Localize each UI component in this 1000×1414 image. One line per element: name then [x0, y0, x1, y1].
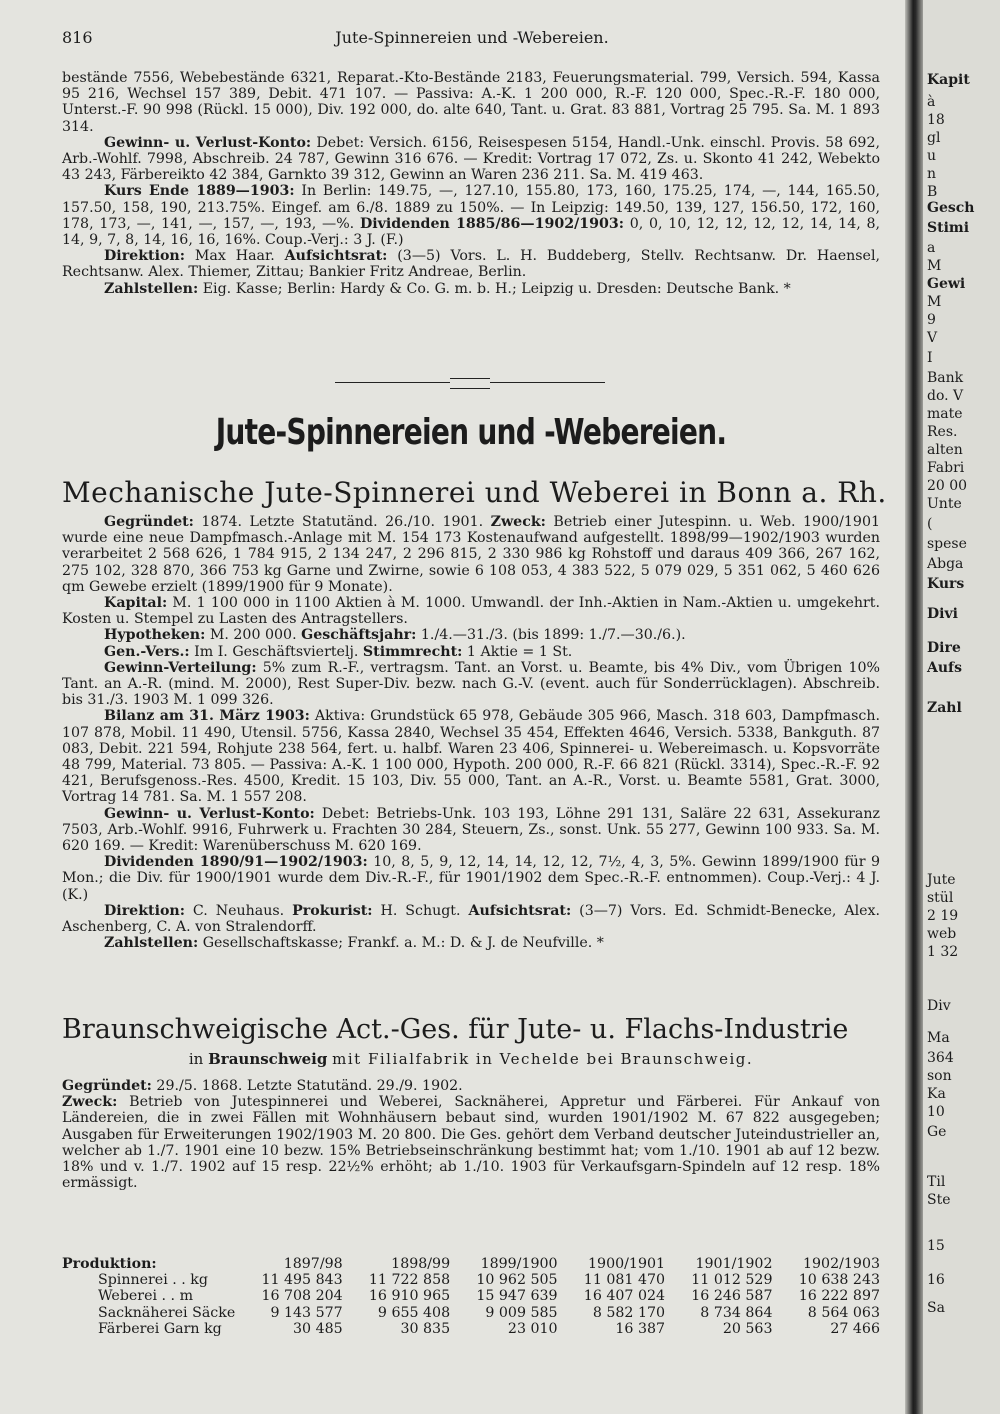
adjacent-page-fragment: Zahl [927, 700, 962, 716]
row-unit: . . kg [172, 1272, 208, 1289]
row-name: Weberei [98, 1288, 158, 1305]
adjacent-page-fragment: Stimi [927, 220, 970, 236]
braunschweig-sub-rest: mit Filialfabrik in Vechelde bei Braunschweig. [332, 1050, 754, 1068]
prev-gv-text: Debet: Versich. 6156, Reisespesen 5154, Handl.-Unk. einschl. Provis. 58 692, Arb.-Wohlf. 7998, Abschreib. 24 787, Gewinn 316 676. — Kredit: Vortrag 17 072, Zs. u. Skonto 41 242, Webekto 43 243, Färbereikto 42 384, Garnkto 39 312, Gewinn an Waren 236 211. Sa. M. 419 463. [62, 134, 880, 184]
adjacent-page-fragment: M [927, 258, 942, 274]
bonn-gj-label: Geschäftsjahr: [301, 627, 417, 644]
row-unit: . . m [161, 1288, 194, 1305]
bonn-direktion-paragraph [62, 903, 880, 935]
production-year: 1900/1901 [588, 1256, 666, 1272]
adjacent-page-fragment: V [927, 330, 938, 346]
adjacent-page-fragment: Aufs [927, 660, 962, 676]
prev-balance-text: bestände 7556, Webebestände 6321, Reparat.-Kto-Bestände 2183, Feuerungsmaterial. 799, Versich. 594, Kassa 95 216, Wechsel 157 389, Debit. 471 107. — Passiva: A.-K. 1 200 000, R.-F. 120 000, Spec.-R.-F. 180 000, Unterst.-F. 90 998 (Rückl. 15 000), Div. 192 000, do. alte 640, Tant. u. Grat. 83 881, Vortrag 25 795. Sa. M. 1 893 314. [62, 70, 880, 135]
prev-kurs-paragraph [62, 183, 880, 248]
adjacent-page-fragment: Ka [927, 1086, 946, 1102]
production-row-name [62, 1288, 235, 1304]
table-cell: 20 563 [722, 1320, 773, 1337]
bonn-bilanz-paragraph [62, 708, 880, 805]
bonn-stimm-text: 1 Aktie = 1 St. [466, 643, 573, 660]
production-year: 1899/1900 [480, 1256, 558, 1272]
row-name: Spinnerei [98, 1272, 168, 1289]
bonn-bilanz-label: Bilanz am 31. März 1903: [104, 708, 310, 725]
adjacent-page-fragment: gl [927, 130, 941, 146]
adjacent-page-fragment: web [927, 926, 957, 942]
braunschweig-subtitle [62, 1050, 880, 1068]
bonn-div-paragraph [62, 854, 880, 903]
production-row-name [62, 1272, 235, 1288]
bonn-prokurist-text: H. Schugt. [380, 902, 461, 919]
table-cell: 11 722 858 [368, 1272, 451, 1289]
divider-ornament [450, 378, 490, 389]
braunschweig-sub-prefix: in [188, 1050, 204, 1068]
table-cell: 27 466 [830, 1320, 880, 1337]
bonn-kapital-paragraph [62, 595, 880, 627]
adjacent-page-fragment: son [927, 1068, 952, 1084]
bonn-gegr-label: Gegründet: [104, 514, 194, 530]
table-cell: 23 010 [507, 1320, 558, 1337]
braunschweig-company-title: Braunschweigische Act.-Ges. für Jute- u. Flachs-Industrie [62, 1014, 849, 1045]
table-cell: 11 081 470 [583, 1272, 666, 1289]
bonn-gewinnv-text: 5% zum R.-F., vertragsm. Tant. an Vorst. u. Beamte, bis 4% Div., vom Übrigen 10% Tant. an A.-R. (mind. M. 2000), Rest Super-Div. bezw. nach G.-V. (event. auch für Sonderrücklagen). Abschreib. bis 31./3. 1903 M. 1 099 326. [62, 659, 880, 709]
prev-aufsicht-label: Aufsichtsrat: [284, 248, 388, 265]
bonn-aufsicht-text: (3—7) Vors. Ed. Schmidt-Benecke, Alex. Aschenberg, C. A. von Stralendorff. [62, 902, 881, 936]
bonn-zahl-label: Zahlstellen: [104, 935, 199, 952]
adjacent-page-fragment: 364 [927, 1050, 954, 1066]
adjacent-page-fragment: à [927, 94, 936, 110]
row-unit: kg [204, 1320, 222, 1337]
bonn-gj-text: 1./4.—31./3. (bis 1899: 1./7.—30./6.). [420, 627, 686, 644]
adjacent-page-fragment: Kapit [927, 72, 970, 88]
braunschweig-sub-city: Braunschweig [208, 1050, 328, 1068]
production-header-row [62, 1256, 880, 1272]
adjacent-page-fragment: 18 [927, 112, 945, 128]
adjacent-page-fragment: Gesch [927, 200, 975, 216]
production-table [62, 1256, 880, 1337]
table-cell: 30 835 [400, 1320, 451, 1337]
adjacent-page-fragment: u [927, 148, 937, 164]
bonn-zweck-label: Zweck: [490, 514, 546, 530]
table-cell: 16 222 897 [798, 1288, 880, 1305]
production-year: 1898/99 [391, 1256, 451, 1272]
section-heading: Jute-Spinnereien und -Webereien. [215, 412, 727, 453]
running-title: Jute-Spinnereien und -Webereien. [335, 28, 609, 47]
production-row [62, 1321, 880, 1337]
adjacent-page-fragment: 15 [927, 1238, 945, 1254]
row-name: Sacknäherei [98, 1304, 188, 1321]
adjacent-page-fragment: 20 00 [927, 478, 968, 494]
prev-kurs-text: In Berlin: 149.75, —, 127.10, 155.80, 173, 160, 175.25, 174, —, 144, 165.50, 157.50, 158, 190, 213.75%. Eingef. am 6./8. 1889 zu 150%. — In Leipzig: 149.50, 139, 127, 156.50, 172, 160, 178, 173, —, 141, —, 157, —, 193, —%. [62, 183, 880, 232]
adjacent-page-fragment: alten [927, 442, 963, 458]
bonn-guv-paragraph [62, 806, 880, 855]
table-cell: 15 947 639 [476, 1288, 558, 1305]
bs-gegr-text: 29./5. 1868. Letzte Statutänd. 29./9. 1902. [156, 1078, 463, 1094]
bonn-prokurist-label: Prokurist: [292, 902, 373, 919]
bs-zweck-label: Zweck: [62, 1094, 118, 1111]
table-cell: 8 582 170 [592, 1304, 666, 1321]
divider-line-right [490, 382, 605, 383]
bonn-guv-text: Debet: Betriebs-Unk. 103 193, Löhne 291 131, Saläre 22 631, Assekuranz 7503, Arb.-Wohlf. 9916, Fuhrwerk u. Frachten 30 284, Steuern, Zs., sonst. Unk. 55 277, Gewinn 100 933. Sa. M. 620 169. — Kredit: Warenüberschuss M. 620 169. [62, 805, 880, 855]
bonn-bilanz-text: Aktiva: Grundstück 65 978, Gebäude 305 966, Masch. 318 603, Dampfmasch. 107 878, Mobil. 11 490, Utensil. 5756, Kassa 2840, Wechsel 35 454, Effekten 4646, Versich. 5338, Bankguth. 87 083, Debit. 221 594, Rohjute 238 564, fert. u. halbf. Waren 23 406, Spinnerei- u. Webereimasch. u. Kopsvorräte 48 799, Material. 73 805. — Passiva: A.-K. 1 100 000, Hypoth. 200 000, R.-F. 66 821 (Rückl. 3314), Spec.-R.-F. 92 421, Berufsgenoss.-Res. 4500, Kredit. 15 103, Div. 55 000, Tant. an A.-R., Vorst. u. Beamte 5581, Grat. 3000, Vortrag 14 781. Sa. M. 1 557 208. [62, 708, 880, 806]
adjacent-page-fragment: Divi [927, 606, 958, 622]
section-divider-ornament [335, 378, 605, 388]
adjacent-page-fragment: Ste [927, 1192, 951, 1208]
bonn-aufsicht-label: Aufsichtsrat: [468, 902, 572, 919]
adjacent-page-fragment: M [927, 294, 942, 310]
production-label: Produktion: [62, 1256, 157, 1272]
bonn-genvers-paragraph [62, 644, 880, 660]
page-number: 816 [62, 28, 93, 47]
bonn-kapital-label: Kapital: [104, 595, 168, 612]
bonn-genvers-label: Gen.-Vers.: [104, 643, 190, 660]
bs-zweck-paragraph [62, 1094, 880, 1191]
bonn-zweck-text: Betrieb einer Jutespinn. u. Web. 1900/1901 wurde eine neue Dampfmasch.-Anlage mit M. 154 173 Kostenaufwand aufgestellt. 1898/99—1902/1903 wurden verarbeitet 2 568 626, 1 784 915, 2 134 247, 2 296 815, 2 330 986 kg Rohstoff und daraus 409 366, 267 162, 275 102, 328 870, 366 753 kg Garne und Zwirne, sowie 6 108 053, 4 383 522, 5 079 029, 5 351 062, 5 460 626 qm Gewebe erzielt (1899/1900 für 9 Monate). [62, 514, 881, 595]
prev-div-text: 0, 0, 10, 12, 12, 12, 12, 14, 14, 8, 14, 9, 7, 8, 14, 16, 16, 16%. Coup.-Verj.: 3 J. (F.) [62, 215, 881, 249]
bonn-zahl-paragraph [62, 935, 880, 951]
prev-direktion-text: Max Haar. [194, 248, 275, 265]
bonn-gewinnv-paragraph [62, 660, 880, 709]
adjacent-page-fragment: Kurs [927, 576, 965, 592]
adjacent-page-fragment: 10 [927, 1104, 945, 1120]
adjacent-page-edge [923, 0, 1000, 1414]
bonn-div-label: Dividenden 1890/91—1902/1903: [104, 854, 368, 871]
adjacent-page-fragment: B [927, 184, 938, 200]
table-cell: 16 708 204 [261, 1288, 343, 1305]
table-cell: 16 387 [615, 1320, 666, 1337]
bonn-hypo-label: Hypotheken: [104, 627, 206, 644]
prev-gv-label: Gewinn- u. Verlust-Konto: [104, 134, 312, 151]
row-unit: Säcke [192, 1304, 236, 1321]
prev-div-label: Dividenden 1885/86—1902/1903: [359, 215, 624, 232]
production-row [62, 1272, 880, 1288]
table-cell: 11 495 843 [261, 1272, 343, 1289]
bonn-gegr-text: 1874. Letzte Statutänd. 26./10. 1901. [201, 514, 484, 530]
adjacent-page-fragment: 16 [927, 1272, 945, 1288]
adjacent-page-fragment: Unte [927, 496, 962, 512]
adjacent-page-fragment: Abga [927, 556, 964, 572]
table-cell: 10 638 243 [798, 1272, 880, 1289]
row-name: Färberei Garn [98, 1320, 200, 1337]
production-year: 1902/1903 [803, 1256, 880, 1272]
production-row [62, 1288, 880, 1304]
table-cell: 16 246 587 [691, 1288, 773, 1305]
prev-direktion-paragraph [62, 248, 880, 280]
bonn-entry [62, 514, 880, 951]
bonn-hypo-text: M. 200 000. [209, 627, 297, 644]
adjacent-page-fragment: Bank [927, 370, 964, 386]
bs-zweck-text: Betrieb von Jutespinnerei und Weberei, Sacknäherei, Appretur und Färberei. Für Ankauf von Ländereien, die in zwei Fällen mit Wohnhäusern bebaut sind, wurden 1901/1902 M. 67 822 ausgegeben; Ausgaben für Erweiterungen 1902/1903 M. 20 800. Die Ges. gehört dem Verband deutscher Juteindustrieller an, welcher ab 1./7. 1901 eine 10 bezw. 15% Betriebseinschränkung bestimmt hat; vom 1./10. 1901 ab auf 12 bezw. 18% und v. 1./7. 1902 auf 15 resp. 22½% erhöht; ab 1./10. 1903 für Verkaufsgarn-Spindeln auf 12 resp. 18% ermässigt. [62, 1094, 880, 1192]
adjacent-page-fragment: Dire [927, 640, 961, 656]
production-year: 1901/1902 [695, 1256, 773, 1272]
bs-gegr-paragraph [62, 1078, 880, 1094]
book-gutter [905, 0, 923, 1414]
adjacent-page-fragment: Til [927, 1174, 946, 1190]
adjacent-page-fragment: 1 32 [927, 944, 959, 960]
adjacent-page-fragment: Gewi [927, 276, 966, 292]
prev-direktion-label: Direktion: [104, 248, 185, 265]
bonn-company-title: Mechanische Jute-Spinnerei und Weberei in Bonn a. Rh. [62, 476, 887, 509]
adjacent-page-fragment: Fabri [927, 460, 965, 476]
prev-zahl-paragraph [62, 281, 880, 297]
table-cell: 16 407 024 [583, 1288, 666, 1305]
bonn-stimm-label: Stimmrecht: [362, 643, 463, 660]
table-cell: 10 962 505 [476, 1272, 558, 1289]
table-cell: 8 564 063 [807, 1304, 880, 1321]
adjacent-page-fragment: ( [927, 516, 933, 532]
adjacent-page-fragment: a [927, 240, 936, 256]
prev-zahl-text: Eig. Kasse; Berlin: Hardy & Co. G. m. b. H.; Leipzig u. Dresden: Deutsche Bank. * [202, 280, 791, 297]
table-cell: 9 655 408 [377, 1304, 451, 1321]
bonn-direktion-label: Direktion: [104, 902, 185, 919]
bonn-direktion-text: C. Neuhaus. [192, 902, 285, 919]
production-year: 1897/98 [283, 1256, 343, 1272]
prev-zahl-label: Zahlstellen: [104, 280, 199, 297]
adjacent-page-fragment: Jute [927, 872, 956, 888]
bonn-genvers-text: Im I. Geschäftsviertelj. [194, 643, 359, 660]
table-cell: 9 009 585 [485, 1304, 558, 1321]
divider-line-left [335, 382, 450, 383]
adjacent-page-fragment: Ge [927, 1124, 947, 1140]
table-cell: 9 143 577 [270, 1304, 343, 1321]
bonn-zahl-text: Gesellschaftskasse; Frankf. a. M.: D. & J. de Neufville. * [202, 935, 604, 952]
prev-aufsicht-text: (3—5) Vors. L. H. Buddeberg, Stellv. Rechtsanw. Dr. Haensel, Rechtsanw. Alex. Thiemer, Zittau; Bankier Fritz Andreae, Berlin. [62, 248, 880, 281]
production-row-name [62, 1321, 235, 1337]
braunschweig-entry [62, 1078, 880, 1191]
adjacent-page-fragment: 9 [927, 312, 936, 328]
production-row [62, 1305, 880, 1321]
table-cell: 8 734 864 [700, 1304, 773, 1321]
adjacent-page-fragment: Div [927, 998, 951, 1014]
adjacent-page-fragment: spese [927, 536, 967, 552]
prev-kurs-label: Kurs Ende 1889—1903: [104, 183, 295, 200]
bs-gegr-label: Gegründet: [62, 1078, 152, 1094]
adjacent-page-fragment: Sa [927, 1300, 945, 1316]
adjacent-page-fragment: Ma [927, 1030, 950, 1046]
previous-entry [62, 70, 880, 297]
adjacent-page-fragment: 2 19 [927, 908, 959, 924]
adjacent-page-fragment: stül [927, 890, 954, 906]
adjacent-page-fragment: Res. [927, 424, 958, 440]
bonn-guv-label: Gewinn- u. Verlust-Konto: [104, 805, 315, 822]
table-cell: 30 485 [293, 1320, 343, 1337]
page-header [62, 28, 882, 52]
table-cell: 11 012 529 [691, 1272, 773, 1289]
adjacent-page-fragment: do. V [927, 388, 964, 404]
bonn-kapital-text: M. 1 100 000 in 1100 Aktien à M. 1000. Umwandl. der Inh.-Aktien in Nam.-Aktien u. umgekehrt. Kosten u. Stempel zu Lasten des Antragstellers. [62, 595, 881, 628]
table-cell: 16 910 965 [368, 1288, 451, 1305]
bonn-div-text: 10, 8, 5, 9, 12, 14, 14, 12, 12, 7½, 4, 3, 5%. Gewinn 1899/1900 für 9 Mon.; die Div. für 1900/1901 wurde dem Div.-R.-F., für 1901/1902 dem Spec.-R.-F. entnommen). Coup.-Verj.: 4 J. (K.) [62, 854, 881, 903]
production-row-name [62, 1305, 235, 1321]
prev-gv-paragraph [62, 135, 880, 184]
adjacent-page-fragment: I [927, 350, 933, 366]
adjacent-page-fragment: n [927, 166, 937, 182]
bonn-gewinnv-label: Gewinn-Verteilung: [104, 659, 257, 676]
adjacent-page-fragment: mate [927, 406, 963, 422]
bonn-gegr-paragraph [62, 514, 880, 595]
bonn-hypo-paragraph [62, 627, 880, 643]
